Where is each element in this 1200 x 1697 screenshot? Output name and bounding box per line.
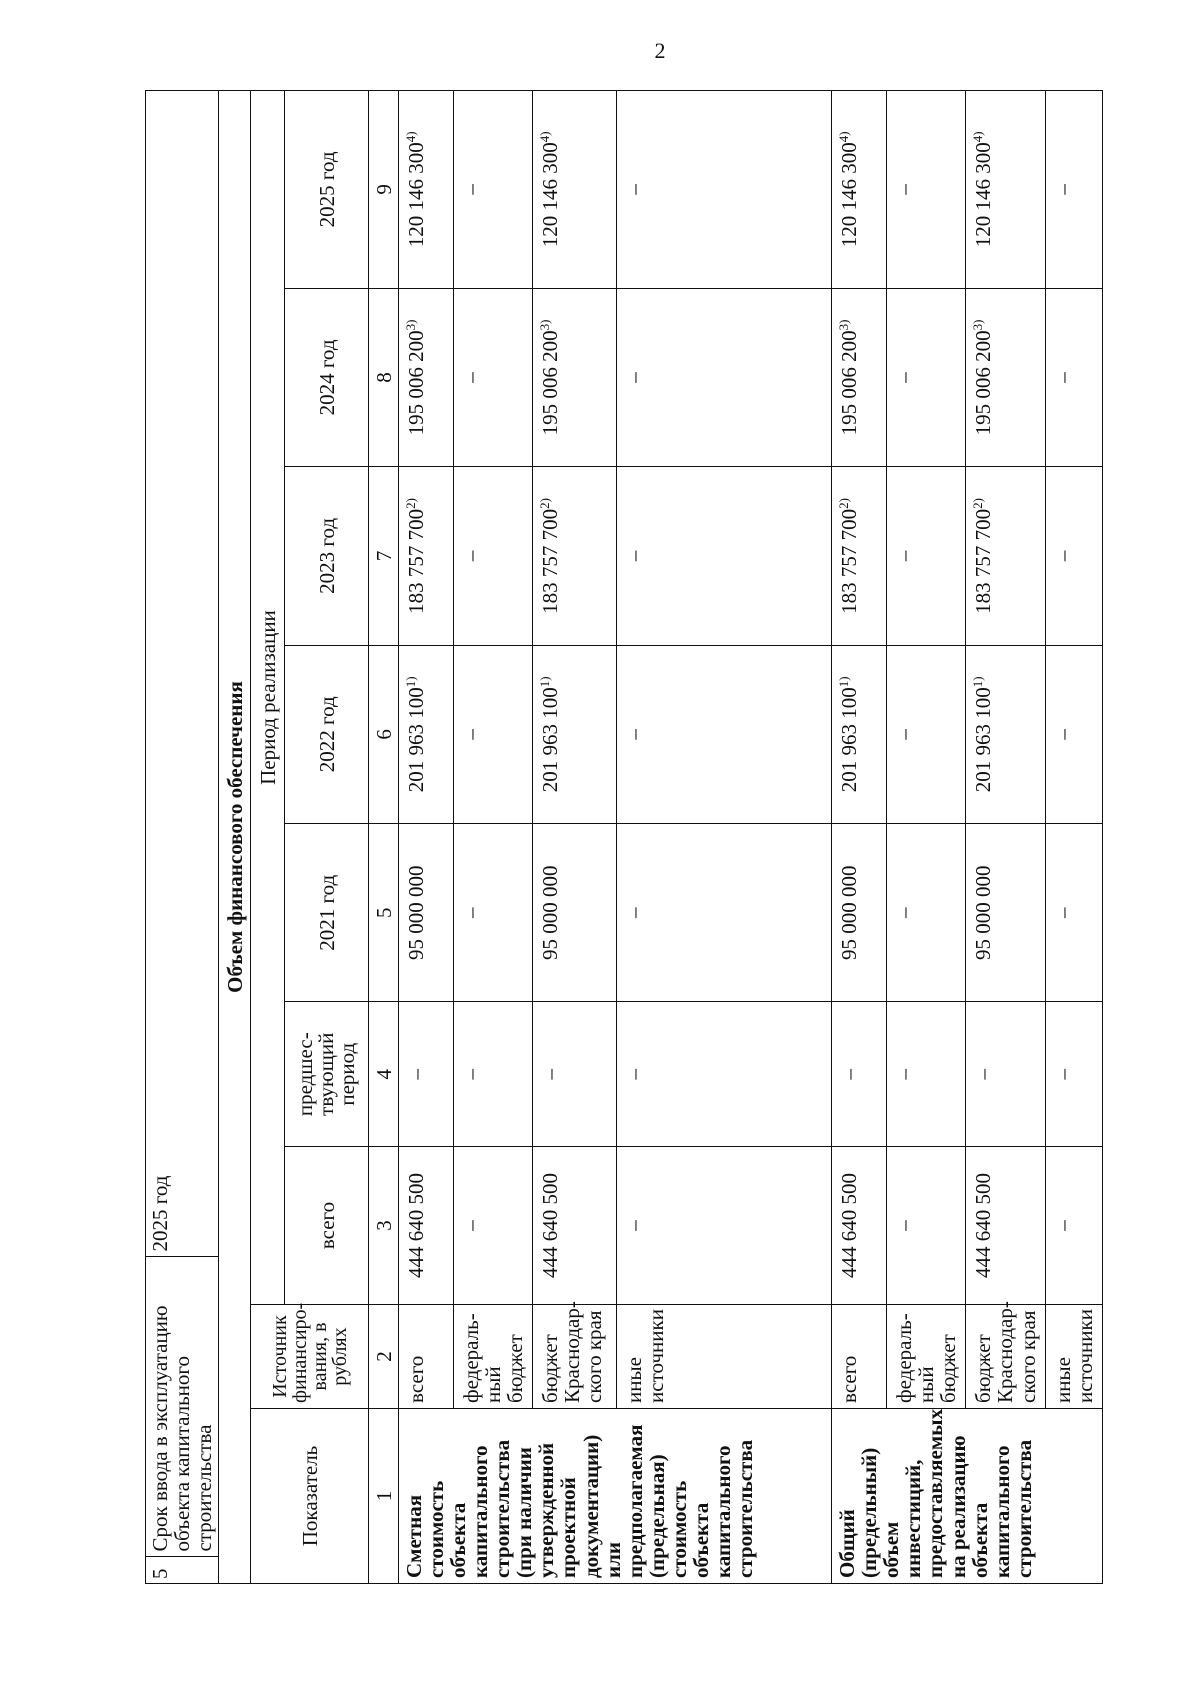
source-cell: федераль-ный бюджет [887, 1305, 966, 1409]
value-cell: 444 640 500 [533, 1146, 617, 1304]
value-cell: 120 146 300$^{4)}$ [966, 91, 1045, 289]
value-cell: – [887, 1002, 966, 1147]
header-period: Период реализации [251, 91, 285, 1305]
commission-row-number: 5 [146, 1557, 218, 1583]
column-number: 9 [369, 91, 399, 289]
header-year-2025: 2025 год [285, 91, 369, 289]
value-cell: – [617, 645, 832, 823]
header-source: Источник финансиро-вания, в рублях [251, 1305, 369, 1409]
source-cell: иные источники [617, 1305, 832, 1409]
value-cell: 444 640 500 [832, 1146, 887, 1304]
table-row [533, 91, 617, 1584]
value-cell: – [454, 288, 533, 466]
value-cell: 195 006 200$^{3)}$ [399, 288, 454, 466]
value-cell: – [887, 288, 966, 466]
source-cell: бюджет Краснодар-ского края [966, 1305, 1045, 1409]
indicator-total-investment: Общий (предельный) объем инвестиций, предоставляемых на реализацию объекта капитального строительства [832, 1408, 1102, 1583]
value-cell: 201 963 100$^{1)}$ [399, 645, 454, 823]
value-cell: – [1045, 288, 1102, 466]
value-cell: – [1045, 1146, 1102, 1304]
source-cell: всего [832, 1305, 887, 1409]
value-cell: – [1045, 1002, 1102, 1147]
value-cell: 183 757 700$^{2)}$ [533, 467, 617, 645]
value-cell: 201 963 100$^{1)}$ [533, 645, 617, 823]
header-total: всего [285, 1146, 369, 1304]
value-cell: – [1045, 824, 1102, 1002]
header-prior: предшес-твующий период [285, 1002, 369, 1147]
column-number: 1 [369, 1408, 399, 1583]
table-row [1045, 91, 1102, 1584]
value-cell: – [1045, 467, 1102, 645]
header-indicator: Показатель [251, 1408, 369, 1583]
value-cell: – [1045, 645, 1102, 823]
indicator-estimated-cost: Сметная стоимость объекта капитального строительства (при наличии утвержденной проектной документации) или предполагаемая (предельная) стоимость объекта капитального строительства [399, 1408, 832, 1583]
value-cell: – [832, 1002, 887, 1147]
value-cell: 120 146 300$^{4)}$ [533, 91, 617, 289]
value-cell: – [454, 467, 533, 645]
value-cell: – [533, 1002, 617, 1147]
value-cell: – [887, 91, 966, 289]
value-cell: 95 000 000 [966, 824, 1045, 1002]
source-cell: бюджет Краснодар-ского края [533, 1305, 617, 1409]
value-cell: – [617, 467, 832, 645]
column-number: 3 [369, 1146, 399, 1304]
financing-table [145, 90, 1103, 1584]
value-cell: 183 757 700$^{2)}$ [966, 467, 1045, 645]
value-cell: – [617, 288, 832, 466]
source-cell: иные источники [1045, 1305, 1102, 1409]
value-cell: – [617, 1002, 832, 1147]
value-cell: 120 146 300$^{4)}$ [832, 91, 887, 289]
column-number: 2 [369, 1305, 399, 1409]
value-cell: 195 006 200$^{3)}$ [966, 288, 1045, 466]
table-row [399, 91, 454, 1584]
value-cell: – [454, 1146, 533, 1304]
commission-row-value: 2025 год [148, 1175, 172, 1252]
value-cell: – [454, 824, 533, 1002]
value-cell: 201 963 100$^{1)}$ [832, 645, 887, 823]
rotated-table-container [145, 90, 1097, 1584]
column-number: 8 [369, 288, 399, 466]
value-cell: – [399, 1002, 454, 1147]
value-cell: 183 757 700$^{2)}$ [399, 467, 454, 645]
table-row [454, 91, 533, 1584]
column-number: 6 [369, 645, 399, 823]
value-cell: 444 640 500 [399, 1146, 454, 1304]
commission-row [146, 91, 219, 1584]
value-cell: – [454, 1002, 533, 1147]
value-cell: 95 000 000 [399, 824, 454, 1002]
value-cell: 183 757 700$^{2)}$ [832, 467, 887, 645]
value-cell: – [617, 91, 832, 289]
value-cell: – [1045, 91, 1102, 289]
value-cell: 201 963 100$^{1)}$ [966, 645, 1045, 823]
value-cell: – [617, 824, 832, 1002]
page-number: 2 [654, 38, 666, 63]
header-year-2022: 2022 год [285, 645, 369, 823]
header-year-2024: 2024 год [285, 288, 369, 466]
value-cell: – [454, 645, 533, 823]
column-number: 4 [369, 1002, 399, 1147]
value-cell: – [887, 467, 966, 645]
value-cell: 95 000 000 [533, 824, 617, 1002]
value-cell: – [887, 645, 966, 823]
value-cell: – [966, 1002, 1045, 1147]
value-cell: 120 146 300$^{4)}$ [399, 91, 454, 289]
value-cell: 195 006 200$^{3)}$ [533, 288, 617, 466]
header-year-2023: 2023 год [285, 467, 369, 645]
header-year-2021: 2021 год [285, 824, 369, 1002]
table-row [966, 91, 1045, 1584]
value-cell: – [454, 91, 533, 289]
column-number: 7 [369, 467, 399, 645]
value-cell: 95 000 000 [832, 824, 887, 1002]
table-row [887, 91, 966, 1584]
section-title: Объем финансового обеспечения [219, 91, 251, 1584]
table-row [832, 91, 887, 1584]
column-number: 5 [369, 824, 399, 1002]
value-cell: – [617, 1146, 832, 1304]
value-cell: 195 006 200$^{3)}$ [832, 288, 887, 466]
source-cell: всего [399, 1305, 454, 1409]
value-cell: – [887, 1146, 966, 1304]
commission-row-label: Срок ввода в эксплуатацию объекта капитального строительства [146, 1257, 218, 1557]
value-cell: 444 640 500 [966, 1146, 1045, 1304]
table-row [617, 91, 832, 1584]
source-cell: федераль-ный бюджет [454, 1305, 533, 1409]
value-cell: – [887, 824, 966, 1002]
